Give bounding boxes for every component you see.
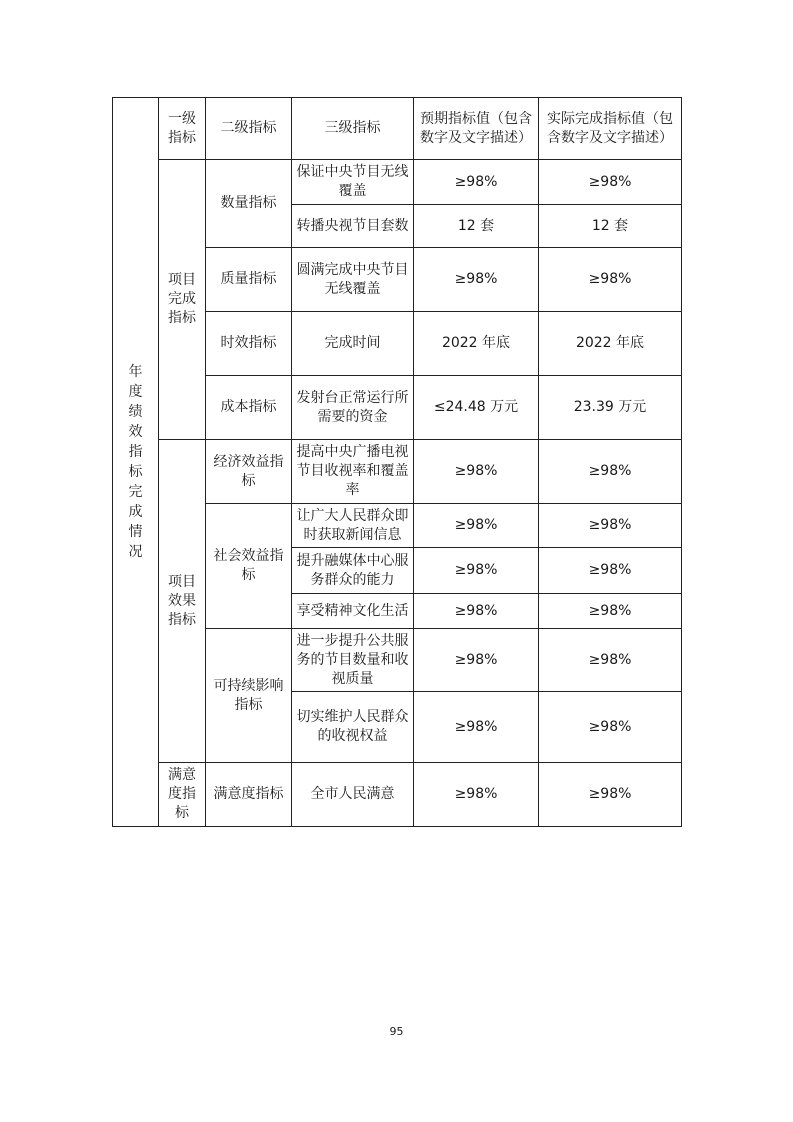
header-actual: 实际完成指标值（包含数字及文字描述） xyxy=(539,98,682,160)
cell-l3: 享受精神文化生活 xyxy=(292,594,414,629)
header-l1: 一级指标 xyxy=(159,98,206,160)
cell-l3: 全市人民满意 xyxy=(292,763,414,827)
cell-actual: ≥98% xyxy=(539,763,682,827)
cell-l3: 提升融媒体中心服务群众的能力 xyxy=(292,548,414,594)
cell-expected: ≥98% xyxy=(414,160,539,205)
cell-actual: ≥98% xyxy=(539,629,682,692)
table-row xyxy=(113,160,682,205)
cell-expected: ≥98% xyxy=(414,763,539,827)
cell-l3: 让广大人民群众即时获取新闻信息 xyxy=(292,504,414,548)
cell-expected: ≥98% xyxy=(414,504,539,548)
cell-l3: 提高中央广播电视节目收视率和覆盖率 xyxy=(292,440,414,504)
group-satisfaction: 满意度指标 xyxy=(159,763,206,827)
sub-sustain: 可持续影响指标 xyxy=(206,629,292,763)
cell-expected: ≤24.48 万元 xyxy=(414,376,539,440)
sub-quality: 质量指标 xyxy=(206,248,292,312)
cell-expected: ≥98% xyxy=(414,629,539,692)
cell-l3: 圆满完成中央节目无线覆盖 xyxy=(292,248,414,312)
cell-expected: 2022 年底 xyxy=(414,312,539,376)
group-completion: 项目完成指标 xyxy=(159,160,206,440)
performance-table xyxy=(112,97,682,827)
cell-actual: ≥98% xyxy=(539,160,682,205)
header-row xyxy=(113,98,682,160)
cell-actual: ≥98% xyxy=(539,504,682,548)
sub-quantity: 数量指标 xyxy=(206,160,292,248)
cell-actual: 12 套 xyxy=(539,205,682,248)
cell-l3: 转播央视节目套数 xyxy=(292,205,414,248)
header-expected: 预期指标值（包含数字及文字描述） xyxy=(414,98,539,160)
table-row xyxy=(113,763,682,827)
cell-actual: 23.39 万元 xyxy=(539,376,682,440)
side-label: 年度绩效指标完成情况 xyxy=(113,98,159,827)
cell-actual: ≥98% xyxy=(539,248,682,312)
cell-l3: 切实维护人民群众的收视权益 xyxy=(292,692,414,763)
cell-expected: ≥98% xyxy=(414,548,539,594)
cell-l3: 保证中央节目无线覆盖 xyxy=(292,160,414,205)
cell-actual: ≥98% xyxy=(539,594,682,629)
table-row xyxy=(113,440,682,504)
cell-expected: ≥98% xyxy=(414,248,539,312)
cell-actual: ≥98% xyxy=(539,692,682,763)
cell-l3: 完成时间 xyxy=(292,312,414,376)
cell-l3: 发射台正常运行所需要的资金 xyxy=(292,376,414,440)
cell-expected: 12 套 xyxy=(414,205,539,248)
header-l3: 三级指标 xyxy=(292,98,414,160)
cell-actual: ≥98% xyxy=(539,548,682,594)
sub-timeliness: 时效指标 xyxy=(206,312,292,376)
sub-satisfaction: 满意度指标 xyxy=(206,763,292,827)
cell-actual: 2022 年底 xyxy=(539,312,682,376)
cell-expected: ≥98% xyxy=(414,594,539,629)
group-effect: 项目效果指标 xyxy=(159,440,206,763)
page-number: 95 xyxy=(389,1025,404,1038)
sub-social: 社会效益指标 xyxy=(206,504,292,629)
cell-expected: ≥98% xyxy=(414,440,539,504)
cell-actual: ≥98% xyxy=(539,440,682,504)
cell-expected: ≥98% xyxy=(414,692,539,763)
header-l2: 二级指标 xyxy=(206,98,292,160)
sub-cost: 成本指标 xyxy=(206,376,292,440)
cell-l3: 进一步提升公共服务的节目数量和收视质量 xyxy=(292,629,414,692)
sub-economic: 经济效益指标 xyxy=(206,440,292,504)
